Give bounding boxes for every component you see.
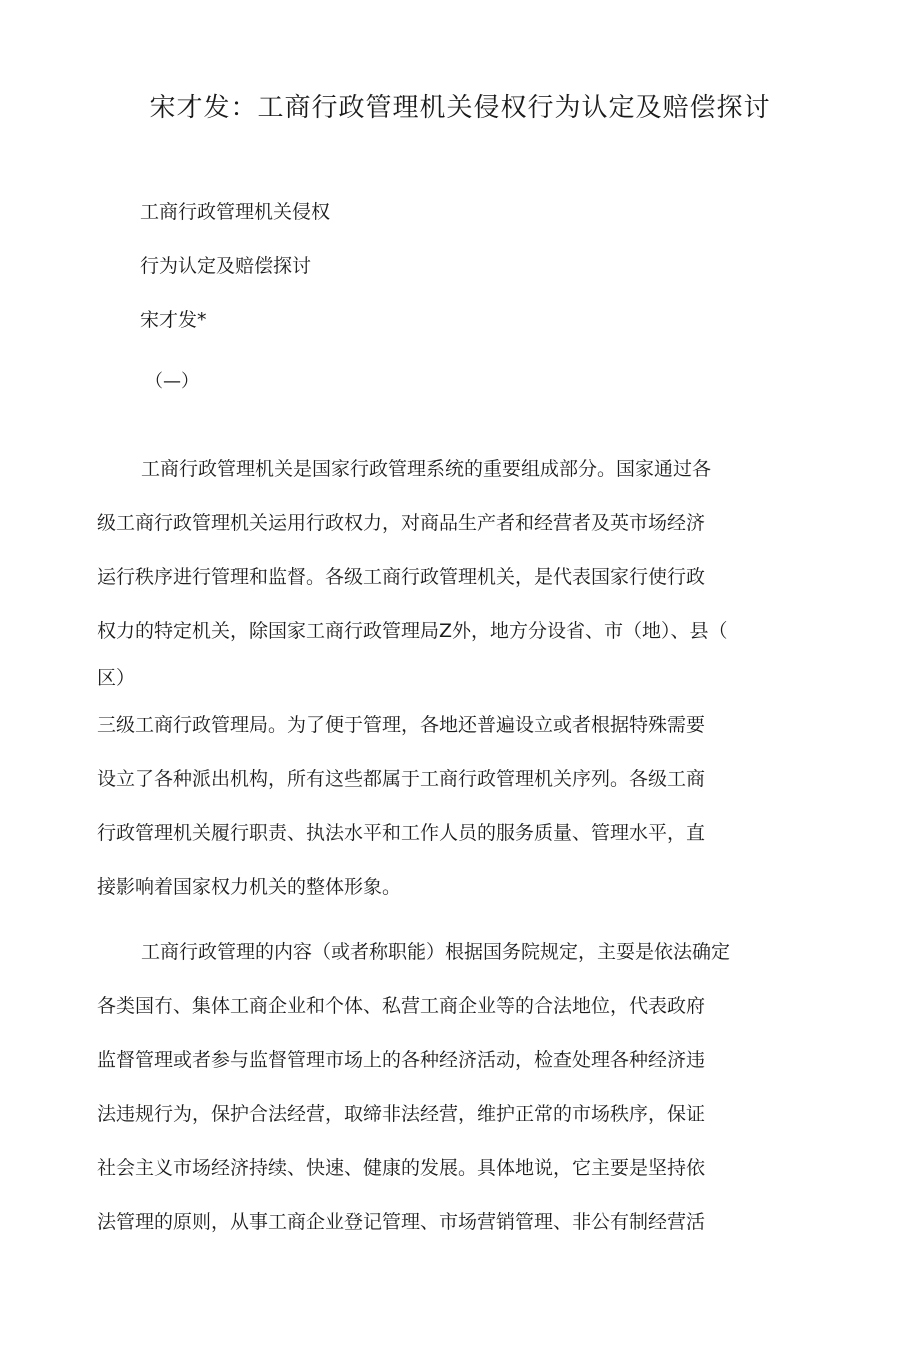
paragraph-line: 工商行政管理机关是国家行政管理系统的重要组成部分。国家通过各 bbox=[141, 458, 712, 480]
paragraph-line: 行政管理机关履行职责、执法水平和工作人员的服务质量、管理水平，直 bbox=[97, 822, 706, 844]
paragraph-line: 接影响着国家权力机关的整体形象。 bbox=[97, 876, 402, 898]
document-title: 宋才发：工商行政管理机关侵权行为认定及赔偿探讨 bbox=[149, 93, 771, 123]
paragraph-line: 法违规行为，保护合法经营，取缔非法经营，维护正常的市场秩序，保证 bbox=[97, 1103, 706, 1125]
paragraph-line: 三级工商行政管理局。为了便于管理，各地还普遍设立或者根据特殊需要 bbox=[97, 714, 706, 736]
author-line: 宋才发* bbox=[140, 309, 207, 331]
paragraph-line: 监督管理或者参与监督管理市场上的各种经济活动，检查处理各种经济违 bbox=[97, 1049, 706, 1071]
section-number: （—） bbox=[145, 371, 199, 392]
paragraph-line: 设立了各种派出机构，所有这些都属于工商行政管理机关序列。各级工商 bbox=[97, 768, 706, 790]
paragraph-line: 运行秩序进行管理和监督。各级工商行政管理机关，是代表国家行使行政 bbox=[97, 566, 706, 588]
paragraph-2 bbox=[97, 925, 813, 1249]
heading-line-2: 行为认定及赔偿探讨 bbox=[140, 255, 312, 277]
paragraph-line: 各类国冇、集体工商企业和个体、私营工商企业等的合法地位，代表政府 bbox=[97, 995, 706, 1017]
paragraph-line: 区） bbox=[97, 667, 136, 689]
paragraph-line: 法管理的原则，从事工商企业登记管理、市场营销管理、非公有制经营活 bbox=[97, 1211, 706, 1233]
paragraph-1 bbox=[97, 442, 813, 914]
paragraph-line: 工商行政管理的内容（或者称职能）根据国务院规定，主耍是依法确定 bbox=[141, 941, 731, 963]
paragraph-line: 社会主义市场经济持续、快速、健康的发展。具体地说，它主要是坚持依 bbox=[97, 1157, 706, 1179]
heading-line-1: 工商行政管理机关侵权 bbox=[140, 201, 331, 223]
paragraph-line: 权力的特定机关，除国家工商行政管理局Z外，地方分设省、市（地）、县（ bbox=[97, 620, 728, 642]
paragraph-line: 级工商行政管理机关运用行政权力，对商品生产者和经营者及英市场经济 bbox=[97, 512, 706, 534]
